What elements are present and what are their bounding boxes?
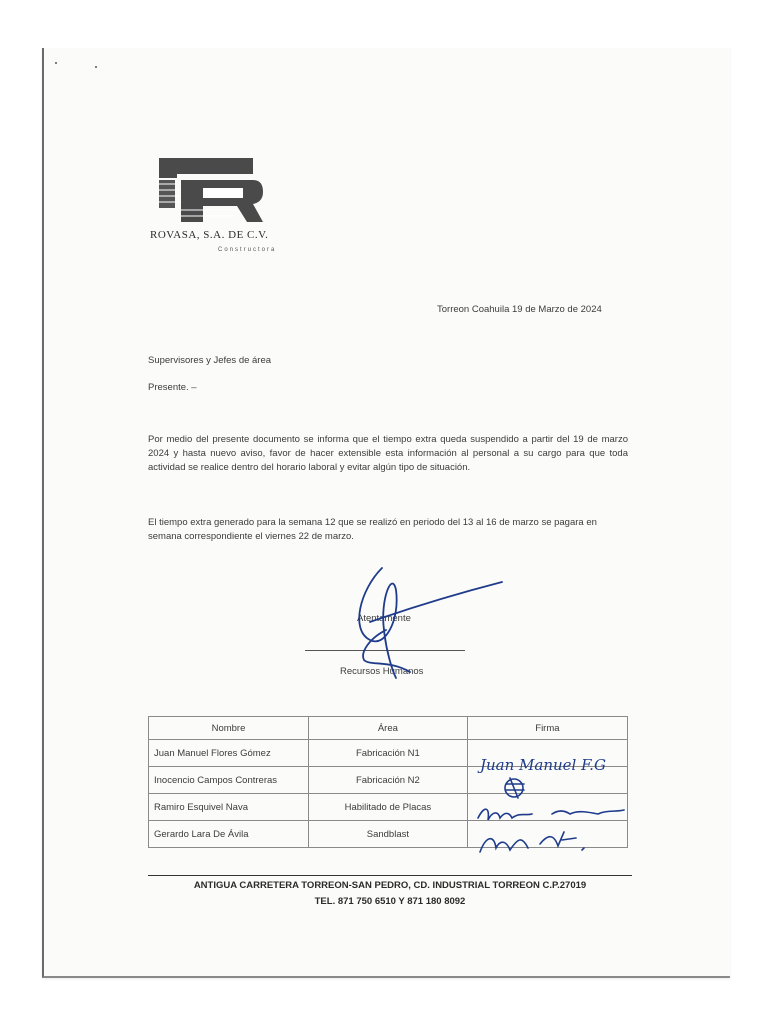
col-header-firma: Firma — [467, 717, 627, 740]
handwritten-signature — [330, 560, 510, 685]
footer-address: ANTIGUA CARRETERA TORREON-SAN PEDRO, CD. INDUSTRIAL TORREON C.P.27019 — [193, 880, 587, 891]
addressee: Supervisores y Jefes de área — [148, 355, 272, 366]
worker-signatures — [466, 740, 631, 860]
body-paragraph-1: Por medio del presente documento se informa que el tiempo extra queda suspendido a partir del 19 de marzo 2024 y hasta nuevo aviso, favor de hacer extensible esta información al personal a su cargo para que toda actividad se realice dentro del horario laboral y evitar algún tipo de situación. — [148, 434, 628, 473]
scan-speck — [95, 66, 97, 68]
cell-nombre: Inocencio Campos Contreras — [149, 767, 309, 794]
greeting: Presente. – — [148, 382, 197, 393]
col-header-area: Área — [308, 717, 467, 740]
scan-speck — [55, 62, 57, 64]
date-line: Torreon Coahuila 19 de Marzo de 2024 — [437, 304, 602, 315]
cell-area: Habilitado de Placas — [308, 794, 467, 821]
body-paragraph-2: El tiempo extra generado para la semana 12 que se realizó en periodo del 13 al 16 de marzo se pagara en semana correspondiente el viernes 22 de marzo. — [148, 517, 597, 542]
handwritten-signature-1: Juan Manuel F.G — [480, 756, 606, 774]
company-name: ROVASA, S.A. DE C.V. — [150, 229, 269, 241]
cell-nombre: Ramiro Esquivel Nava — [149, 794, 309, 821]
company-logo-mark — [157, 156, 265, 226]
signer-department: Recursos Humanos — [340, 666, 424, 677]
table-header-row — [149, 717, 628, 740]
cell-nombre: Juan Manuel Flores Gómez — [149, 740, 309, 767]
cell-area: Fabricación N1 — [308, 740, 467, 767]
company-subtitle: Constructora — [218, 247, 277, 253]
col-header-nombre: Nombre — [149, 717, 309, 740]
cell-area: Fabricación N2 — [308, 767, 467, 794]
footer-phone: TEL. 871 750 6510 Y 871 180 8092 — [314, 896, 466, 907]
closing-text: Atentamente — [357, 613, 411, 624]
cell-area: Sandblast — [308, 821, 467, 848]
cell-nombre: Gerardo Lara De Ávila — [149, 821, 309, 848]
footer-rule — [148, 875, 632, 876]
